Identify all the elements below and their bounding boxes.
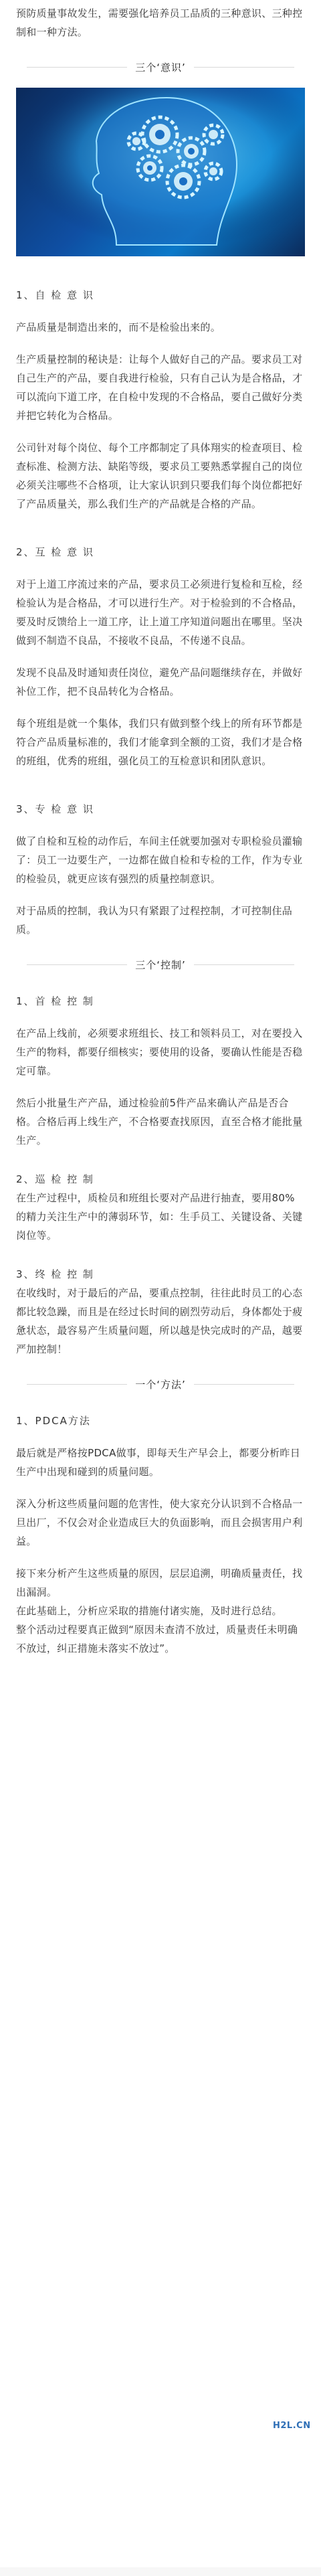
subheading-pdca: 1、PDCA方法 (16, 1415, 91, 1427)
paragraph: 在产品上线前，必须要求班组长、技工和领料员工，对在要投入生产的物料，都要仔细核实；要使用的设备，要确认性能是否稳定可靠。 (16, 1027, 303, 1077)
paragraph: 做了自检和互检的动作后，车间主任就要加强对专职检验员灌输了：员工一边要生产，一边都在做自检和专检的工作，作为专业的检验员，就更应该有强烈的质量控制意识。 (16, 835, 303, 885)
section-heading-control (16, 958, 305, 972)
section-title: 三个‘意识’ (135, 62, 186, 74)
subheading-special-inspection: 3、专 检 意 识 (16, 803, 94, 815)
paragraph: 深入分析这些质量问题的危害性，使大家充分认识到不合格品一旦出厂，不仅会对企业造成巨大的负面影响，而且会损害用户利益。 (16, 1498, 303, 1547)
intro-paragraph: 预防质量事故发生，需要强化培养员工品质的三种意识、三种控制和一种方法。 (16, 7, 303, 38)
section-heading-awareness (16, 60, 305, 74)
section-title: 三个‘控制’ (135, 959, 186, 971)
paragraph: 最后就是严格按PDCA做事，即每天生产早会上，都要分析昨日生产中出现和碰到的质量问题。 (16, 1447, 301, 1478)
paragraph: 然后小批量生产产品，通过检验前5件产品来确认产品是否合格。合格后再上线生产，不合格要查找原因，直至合格才能批量生产。 (16, 1097, 303, 1146)
brain-gears-illustration (16, 88, 305, 256)
subheading-first-inspection: 1、首 检 控 制 (16, 995, 94, 1007)
paragraph: 每个班组是就一个集体，我们只有做到整个线上的所有环节都是符合产品质量标准的，我们才能拿到全额的工资，我们才是合格的班组，优秀的班组，强化员工的互检意识和团队意识。 (16, 717, 303, 767)
paragraph: 在收线时，对于最后的产品，要重点控制，往往此时员工的心态都比较急躁，而且是在经过长时间的剧烈劳动后，身体都处于疲惫状态，最容易产生质量问题，所以越是快完成时的产品，越要严加控制！ (16, 1287, 303, 1355)
paragraph: 在生产过程中，质检员和班组长要对产品进行抽查，要用80%的精力关注生产中的薄弱环节，如：生手员工、关键设备、关键岗位等。 (16, 1192, 303, 1241)
paragraph: 对于品质的控制，我认为只有紧跟了过程控制，才可控制住品质。 (16, 905, 293, 936)
paragraph: 在此基础上，分析应采取的措施付诸实施，及时进行总结。 (16, 1605, 282, 1617)
paragraph: 发现不良品及时通知责任岗位，避免产品问题继续存在，并做好补位工作，把不良品转化为合格品。 (16, 667, 303, 697)
paragraph: 公司针对每个岗位、每个工序都制定了具体翔实的检查项目、检查标准、检测方法、缺陷等级，要求员工要熟悉掌握自己的岗位必须关注哪些不合格项，让大家认识到只要我们每个岗位都把好了产品质量关，那么我们生产的产品就是合格的产品。 (16, 442, 303, 510)
divider-line (194, 1384, 294, 1385)
section-title: 一个‘方法’ (135, 1379, 186, 1391)
subheading-patrol-inspection: 2、巡 检 控 制 (16, 1173, 94, 1185)
divider-line (27, 1384, 127, 1385)
site-watermark: H2L.CN (273, 2421, 311, 2431)
divider-line (194, 964, 294, 965)
section-heading-method (16, 1377, 305, 1391)
bottom-strip (0, 2567, 321, 2576)
paragraph: 接下来分析产生这些质量的原因，层层追溯，明确质量责任，找出漏洞。 (16, 1567, 303, 1598)
paragraph: 产品质量是制造出来的，而不是检验出来的。 (16, 321, 221, 333)
head-gears-graphic (16, 88, 305, 256)
paragraph: 对于上道工序流过来的产品，要求员工必须进行复检和互检，经检验认为是合格品，才可以进行生产。对于检验到的不合格品，要及时反馈给上一道工序，让上道工序知道问题出在哪里。坚决做到不制造不良品，不接收不良品，不传递不良品。 (16, 578, 303, 647)
subheading-mutual-inspection: 2、互 检 意 识 (16, 546, 94, 558)
paragraph: 生产质量控制的秘诀是：让每个人做好自己的产品。要求员工对自己生产的产品，要自我进行检验，只有自己认为是合格品，才可以流向下道工序，在自检中发现的不合格品，要自己做好分类并把它转化为合格品。 (16, 353, 303, 422)
subheading-final-inspection: 3、终 检 控 制 (16, 1268, 94, 1280)
divider-line (194, 67, 294, 68)
subheading-self-inspection: 1、自 检 意 识 (16, 289, 94, 301)
divider-line (27, 67, 127, 68)
divider-line (27, 964, 127, 965)
paragraph: 整个活动过程要真正做到“原因未查清不放过，质量责任未明确不放过，纠正措施未落实不放过”。 (16, 1624, 298, 1654)
